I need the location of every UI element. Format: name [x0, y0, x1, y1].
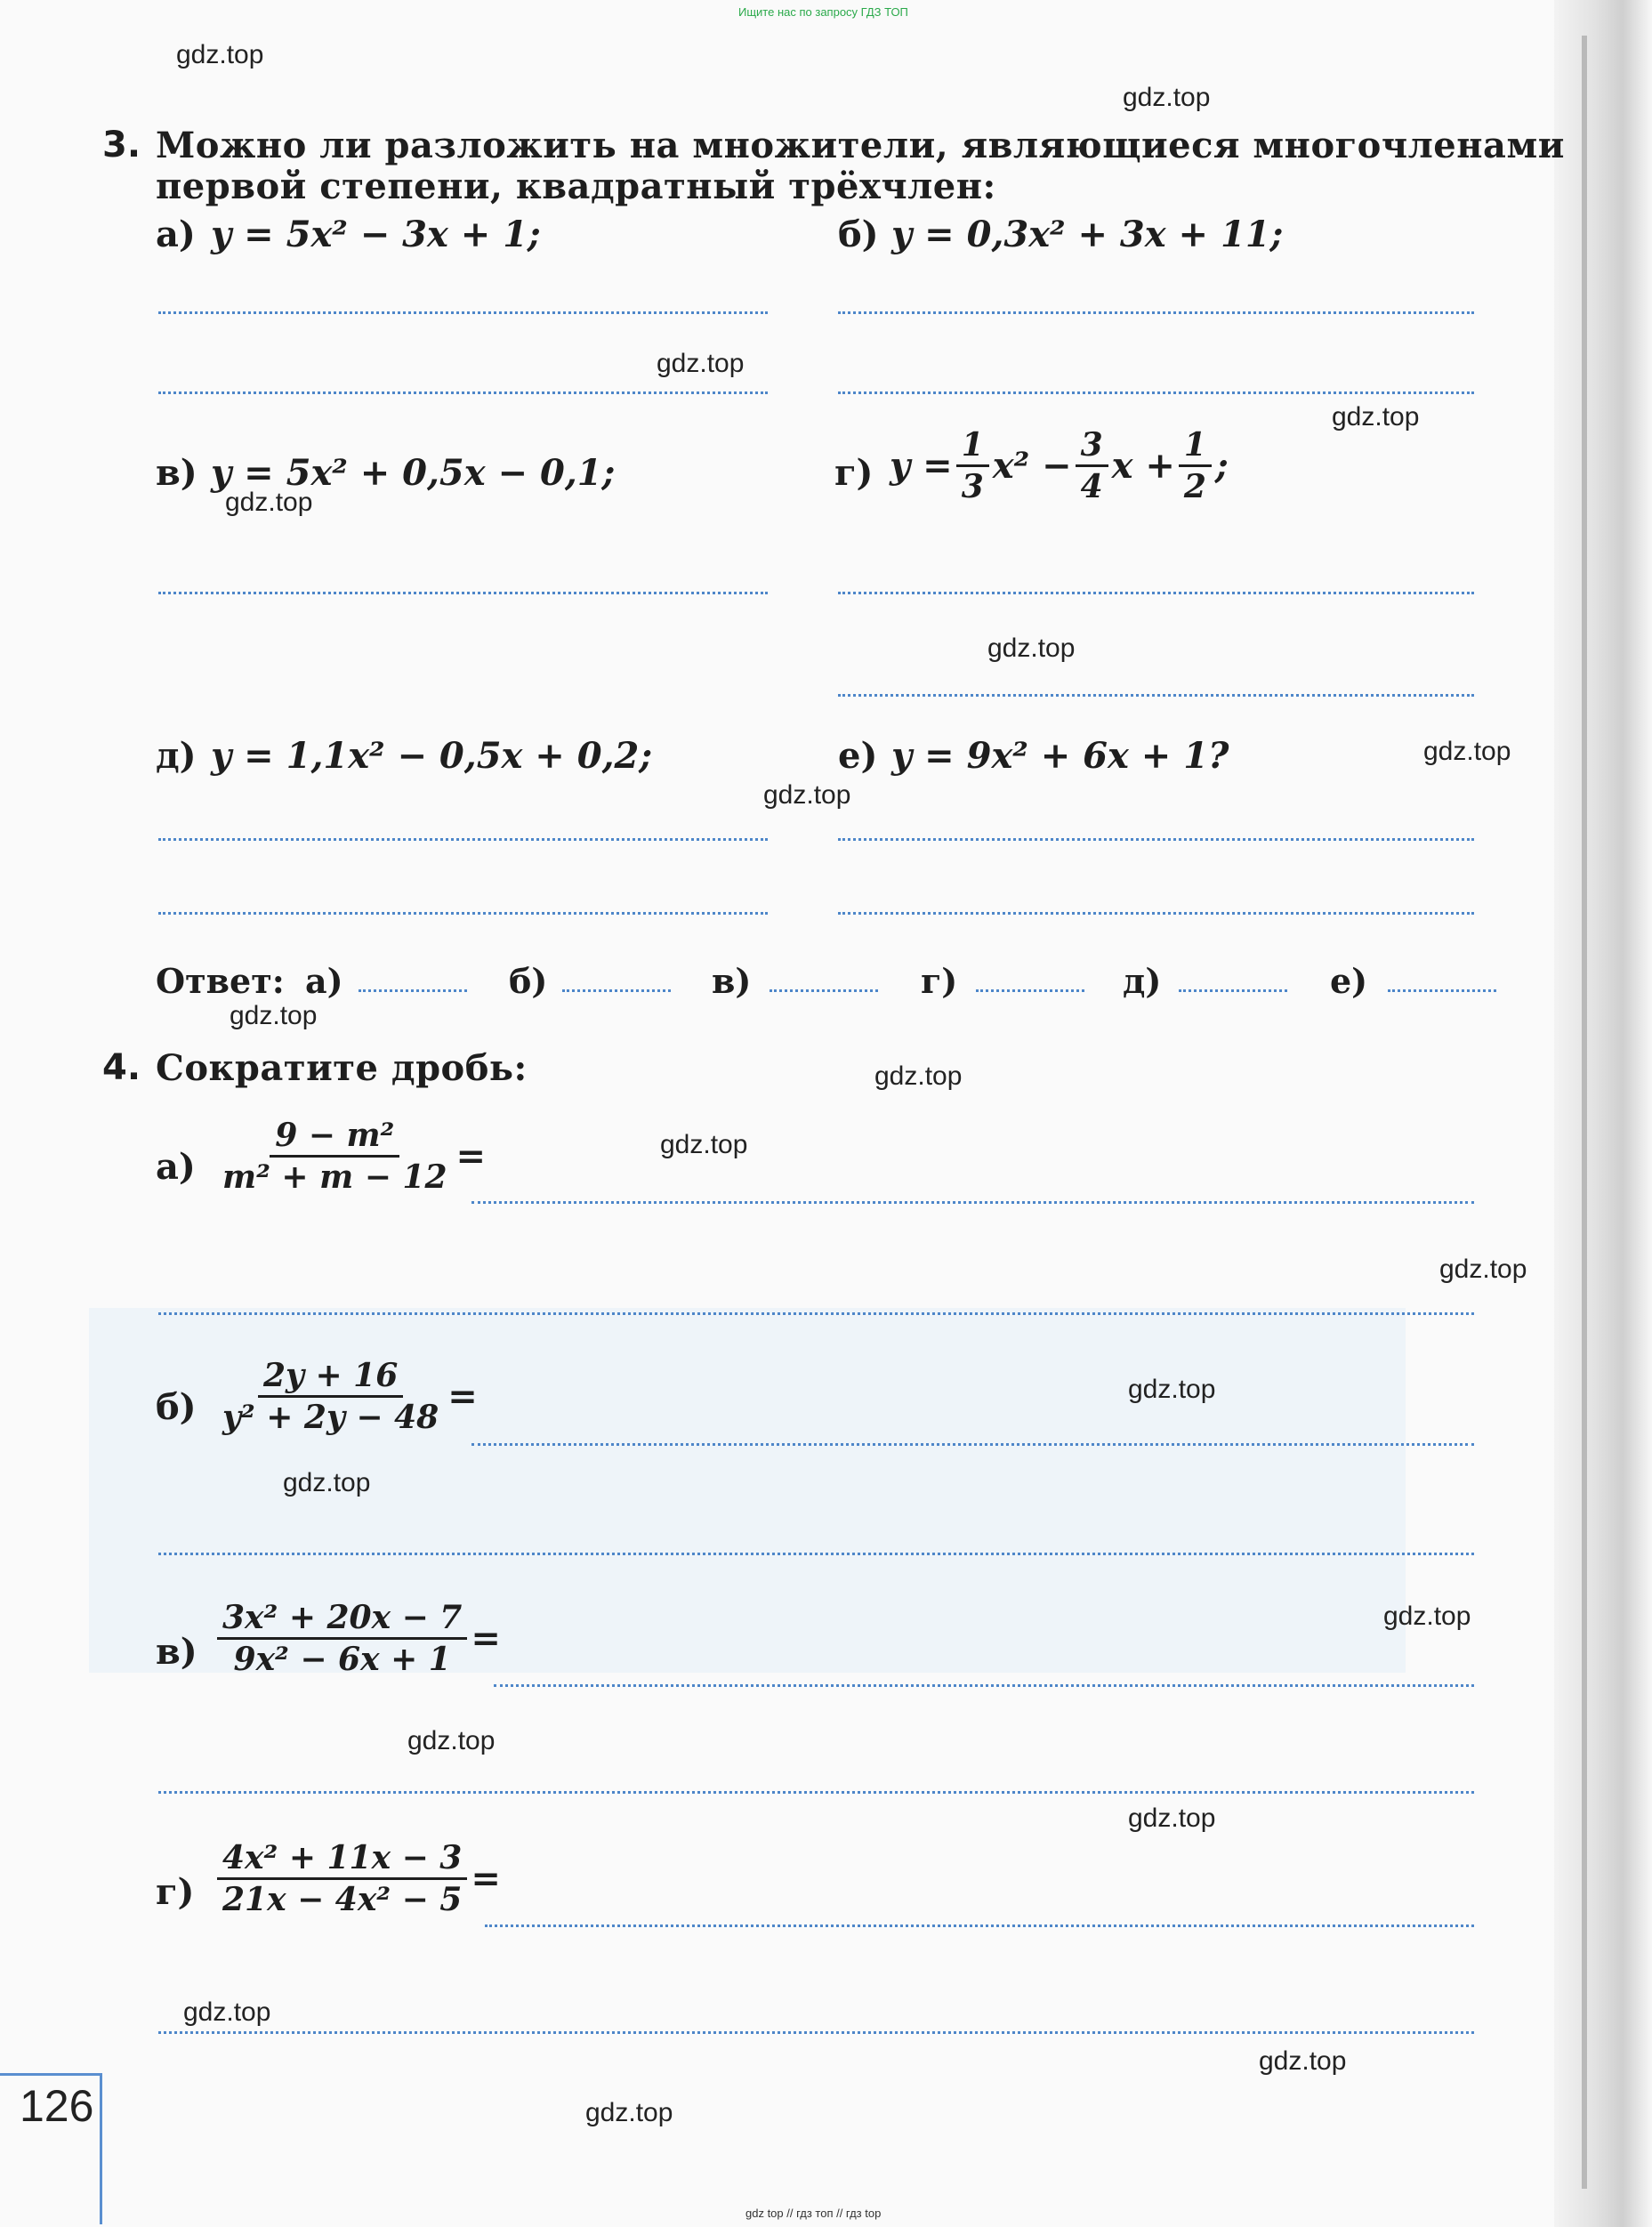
task4-item-label: в): [156, 1631, 197, 1673]
watermark: gdz.top: [1439, 1255, 1527, 1284]
expr-middle: x +: [1111, 445, 1175, 487]
denominator: 3: [961, 468, 984, 505]
answer-line[interactable]: [838, 694, 1474, 697]
task4-item-label: а): [156, 1146, 196, 1188]
answer-line[interactable]: [158, 838, 768, 841]
denominator: y² + 2y − 48: [222, 1399, 439, 1436]
page-number-frame-side: [100, 2073, 102, 2224]
page-spine-shadow: [1554, 0, 1652, 2227]
task3-item-expr: y = 5x² + 0,5x − 0,1;: [211, 452, 616, 494]
answer-field[interactable]: [359, 989, 467, 992]
answer-line[interactable]: [838, 912, 1474, 915]
watermark: gdz.top: [1123, 83, 1211, 112]
answer-line[interactable]: [494, 1684, 1474, 1687]
task4-number: 4.: [102, 1047, 141, 1088]
task4-item-fraction: [214, 1117, 487, 1196]
watermark: gdz.top: [657, 349, 745, 378]
numerator: 4x² + 11x − 3: [217, 1842, 467, 1880]
task3-text-line2: первой степени, квадратный трёхчлен:: [156, 165, 996, 207]
watermark: gdz.top: [1259, 2046, 1347, 2076]
task3-item-label: д): [156, 735, 197, 777]
expr-prefix: y =: [890, 445, 953, 487]
watermark: gdz.top: [283, 1468, 371, 1497]
answer-item-label: д): [1123, 961, 1162, 1001]
task3-item-label: г): [834, 452, 874, 494]
page-number: 126: [20, 2081, 94, 2131]
task4-item-fraction: [214, 1357, 478, 1436]
answer-line[interactable]: [838, 391, 1474, 394]
task3-item-expr: y = 9x² + 6x + 1?: [891, 735, 1229, 777]
footer-note: gdz top // гдз топ // гдз top: [745, 2207, 882, 2220]
task3-item-expr: y = 5x² − 3x + 1;: [211, 214, 541, 255]
watermark: gdz.top: [1128, 1375, 1216, 1404]
watermark: gdz.top: [1128, 1803, 1216, 1833]
answer-line[interactable]: [158, 1791, 1474, 1794]
answer-item-label: е): [1330, 961, 1368, 1001]
task3-item-expr-fractional: [890, 426, 1229, 505]
numerator: 1: [1179, 429, 1212, 467]
spine-line: [1582, 36, 1587, 2189]
watermark: gdz.top: [230, 1001, 318, 1030]
numerator: 1: [956, 429, 989, 467]
task3-item-expr: y = 1,1x² − 0,5x + 0,2;: [211, 735, 653, 777]
fraction: [956, 426, 989, 505]
task4-item-label: б): [156, 1386, 197, 1428]
answer-line[interactable]: [838, 592, 1474, 594]
watermark: gdz.top: [1332, 402, 1420, 432]
numerator: 3x² + 20x − 7: [217, 1602, 467, 1640]
fraction: [1076, 426, 1108, 505]
task3-item-expr: y = 0,3x² + 3x + 11;: [891, 214, 1284, 255]
equals-sign: =: [455, 1135, 487, 1177]
task3-item-label: в): [156, 452, 197, 494]
fraction: [217, 1839, 467, 1918]
answer-item-label: б): [509, 961, 548, 1001]
expr-suffix: ;: [1214, 445, 1229, 487]
answer-item-label: г): [921, 961, 958, 1001]
fraction: [217, 1357, 444, 1436]
task3-item-label: б): [838, 214, 879, 255]
answer-field[interactable]: [1388, 989, 1496, 992]
denominator: 4: [1080, 468, 1103, 505]
task3-item-label: а): [156, 214, 196, 255]
answer-field[interactable]: [976, 989, 1084, 992]
answer-item-label: а): [305, 961, 343, 1001]
task4-item-fraction: [214, 1839, 501, 1918]
denominator: 2: [1183, 468, 1206, 505]
answer-field[interactable]: [1179, 989, 1287, 992]
fraction: [217, 1599, 467, 1678]
answer-line[interactable]: [158, 391, 768, 394]
watermark: gdz.top: [183, 1997, 271, 2027]
denominator: 21x − 4x² − 5: [222, 1881, 463, 1918]
watermark: gdz.top: [987, 633, 1076, 663]
numerator: 9 − m²: [270, 1119, 399, 1158]
answer-line[interactable]: [158, 912, 768, 915]
watermark: gdz.top: [1383, 1602, 1471, 1631]
answer-line[interactable]: [471, 1201, 1474, 1204]
page-number-frame-top: [0, 2073, 102, 2076]
watermark: gdz.top: [585, 2098, 673, 2127]
denominator: 9x² − 6x + 1: [233, 1641, 451, 1678]
watermark: gdz.top: [176, 40, 264, 69]
answer-line[interactable]: [158, 2031, 1474, 2034]
numerator: 2y + 16: [258, 1360, 403, 1398]
denominator: m² + m − 12: [222, 1158, 447, 1196]
fraction: [1179, 426, 1212, 505]
task3-item-label: е): [838, 735, 878, 777]
answer-line[interactable]: [158, 311, 768, 314]
expr-middle: x² −: [992, 445, 1072, 487]
equals-sign: =: [471, 1618, 501, 1659]
watermark: gdz.top: [874, 1061, 963, 1091]
watermark: gdz.top: [1423, 737, 1511, 766]
answer-line[interactable]: [838, 838, 1474, 841]
watermark: gdz.top: [763, 780, 851, 810]
header-note: Ищите нас по запросу ГДЗ ТОП: [738, 5, 908, 19]
numerator: 3: [1076, 429, 1108, 467]
watermark: gdz.top: [225, 488, 313, 517]
task3-text-line1: Можно ли разложить на множители, являющиеся многочленами: [156, 125, 1565, 166]
equals-sign: =: [447, 1376, 478, 1417]
answer-field[interactable]: [562, 989, 671, 992]
answer-line[interactable]: [158, 592, 768, 594]
answer-item-label: в): [712, 961, 752, 1001]
equals-sign: =: [471, 1858, 501, 1900]
answer-line[interactable]: [838, 311, 1474, 314]
fraction: [217, 1117, 453, 1196]
answer-line[interactable]: [471, 1443, 1474, 1446]
watermark: gdz.top: [660, 1130, 748, 1159]
task3-number: 3.: [102, 125, 141, 165]
answer-label: Ответ:: [156, 961, 285, 1001]
answer-line[interactable]: [485, 1924, 1474, 1927]
task4-item-label: г): [156, 1871, 195, 1913]
task4-text: Сократите дробь:: [156, 1047, 528, 1089]
answer-line[interactable]: [158, 1553, 1474, 1555]
answer-field[interactable]: [770, 989, 878, 992]
answer-line[interactable]: [158, 1312, 1474, 1315]
watermark: gdz.top: [407, 1726, 496, 1755]
task4-item-fraction: [214, 1599, 501, 1678]
